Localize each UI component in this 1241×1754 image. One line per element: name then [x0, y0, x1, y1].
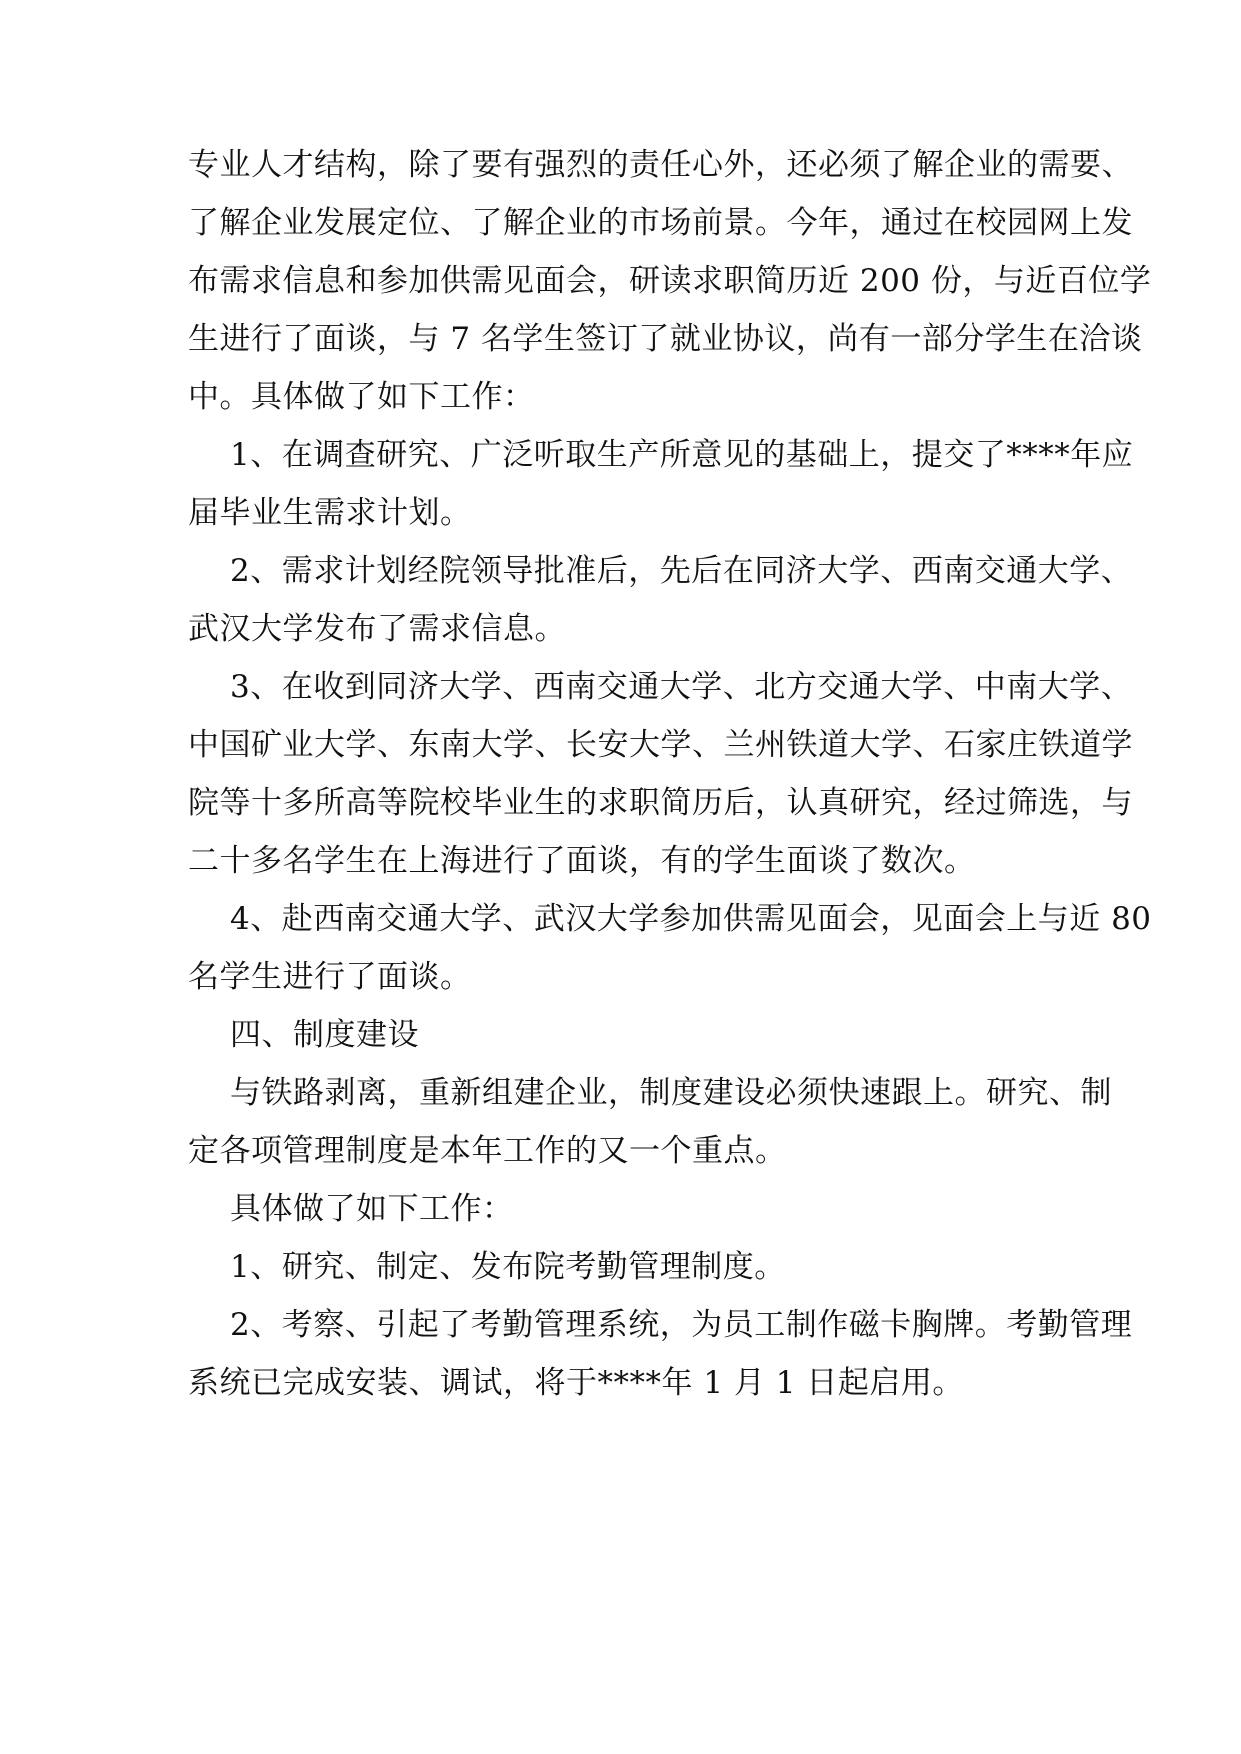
list-item-1-cont: 届毕业生需求计划。: [188, 495, 472, 531]
section-heading: 四、制度建设: [230, 1017, 419, 1053]
text-line: 生进行了面谈，与 7 名学生签订了就业协议，尚有一部分学生在洽谈: [188, 321, 1143, 357]
text-line: 与铁路剥离，重新组建企业，制度建设必须快速跟上。研究、制: [230, 1075, 1112, 1111]
text-line: 布需求信息和参加供需见面会，研读求职简历近 200 份，与近百位学: [188, 263, 1152, 299]
list-item-2-line: 2、考察、引起了考勤管理系统，为员工制作磁卡胸牌。考勤管理: [230, 1307, 1133, 1343]
list-item-4-cont: 名学生进行了面谈。: [188, 959, 472, 995]
list-item-3-line: 3、在收到同济大学、西南交通大学、北方交通大学、中南大学、: [230, 669, 1133, 705]
list-item-2-line: 2、需求计划经院领导批准后，先后在同济大学、西南交通大学、: [230, 553, 1133, 589]
text-line: 定各项管理制度是本年工作的又一个重点。: [188, 1133, 787, 1169]
list-item-1-line: 1、在调查研究、广泛听取生产所意见的基础上，提交了****年应: [230, 437, 1134, 473]
text-line: 具体做了如下工作：: [230, 1191, 514, 1227]
list-item-3-cont: 中国矿业大学、东南大学、长安大学、兰州铁道大学、石家庄铁道学: [188, 727, 1133, 763]
list-item-3-cont: 院等十多所高等院校毕业生的求职简历后，认真研究，经过筛选，与: [188, 785, 1133, 821]
list-item-4-line: 4、赴西南交通大学、武汉大学参加供需见面会，见面会上与近 80: [230, 901, 1152, 937]
text-line: 中。具体做了如下工作：: [188, 379, 535, 415]
list-item-2-cont: 系统已完成安装、调试，将于****年 1 月 1 日起启用。: [188, 1365, 964, 1401]
list-item-1-line: 1、研究、制定、发布院考勤管理制度。: [230, 1249, 786, 1285]
text-line: 了解企业发展定位、了解企业的市场前景。今年，通过在校园网上发: [188, 205, 1133, 241]
text-line: 专业人才结构，除了要有强烈的责任心外，还必须了解企业的需要、: [188, 147, 1133, 183]
list-item-2-cont: 武汉大学发布了需求信息。: [188, 611, 566, 647]
list-item-3-cont: 二十多名学生在上海进行了面谈，有的学生面谈了数次。: [188, 843, 976, 879]
